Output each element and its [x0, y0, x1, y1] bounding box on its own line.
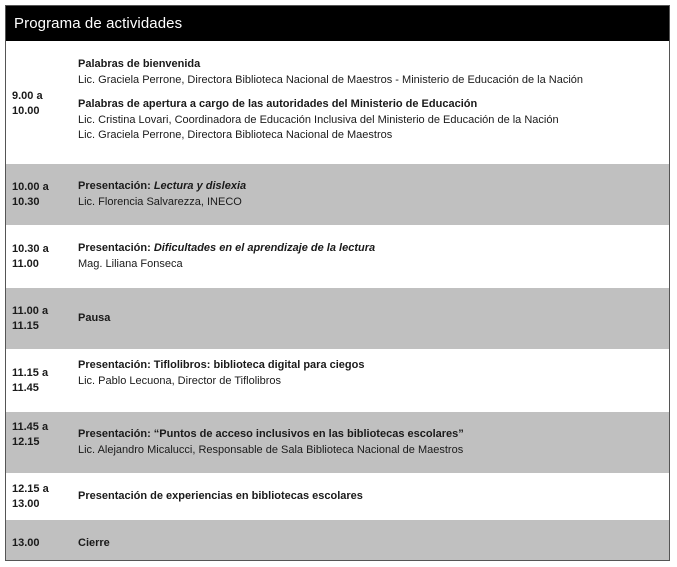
table-row — [6, 519, 669, 561]
activity-title — [78, 489, 663, 505]
activity-block — [78, 97, 663, 144]
time-line: 10.00 a — [12, 181, 49, 193]
table-row — [6, 473, 669, 519]
activity-title — [78, 536, 663, 552]
activity-title-italic: Lectura y dislexia — [153, 180, 247, 192]
activity-title — [78, 97, 663, 113]
speaker-line: Mag. Liliana Fonseca — [78, 257, 183, 270]
activity-title-text: Presentación: “Puntos de acceso inclusivos en las bibliotecas escolares” — [78, 428, 464, 440]
activity-title-text: Presentación: — [78, 180, 154, 192]
activity-title — [78, 179, 663, 195]
activity-title-text: Palabras de apertura a cargo de las autoridades del Ministerio de Educación — [78, 98, 478, 110]
speaker-line: Lic. Florencia Salvarezza, INECO — [78, 195, 242, 208]
activity-title-text: Presentación: Tiflolibros: biblioteca digital para ciegos — [78, 359, 365, 371]
time-slot — [12, 242, 72, 272]
speaker-line: Lic. Cristina Lovari, Coordinadora de Educación Inclusiva del Ministerio de Educación de la Nación — [78, 113, 559, 126]
time-line: 11.00 a — [12, 305, 49, 317]
time-line: 10.30 a — [12, 243, 49, 255]
activity-title — [78, 358, 663, 374]
activity-block — [78, 489, 663, 505]
activity-block — [78, 57, 663, 88]
activity-content — [78, 241, 663, 272]
activity-content — [78, 179, 663, 210]
activity-title-text: Palabras de bienvenida — [78, 58, 201, 70]
activity-title-text: Presentación: — [78, 242, 154, 254]
activity-title-text: Cierre — [78, 537, 110, 549]
table-row — [6, 287, 669, 349]
activity-title — [78, 57, 663, 73]
speaker-line: Lic. Graciela Perrone, Directora Biblioteca Nacional de Maestros — [78, 129, 393, 141]
time-line: 13.00 — [12, 537, 40, 549]
activity-content — [78, 427, 663, 458]
time-line: 11.45 a — [12, 421, 49, 433]
speaker-line: Lic. Alejandro Micalucci, Responsable de Sala Biblioteca Nacional de Maestros — [78, 443, 464, 456]
activity-block — [78, 311, 663, 327]
time-line: 11.15 a — [12, 367, 49, 379]
activity-content — [78, 358, 663, 389]
time-line: 11.15 — [12, 320, 39, 332]
program-table — [5, 5, 670, 561]
time-slot — [12, 180, 72, 210]
time-line: 9.00 a — [12, 90, 43, 102]
time-line: 12.15 — [12, 436, 40, 448]
activity-title-text: Pausa — [78, 312, 111, 324]
activity-block — [78, 179, 663, 210]
activity-title — [78, 427, 663, 443]
time-slot — [12, 536, 72, 551]
time-slot — [12, 420, 72, 450]
activity-content — [78, 536, 663, 552]
time-slot — [12, 366, 72, 396]
time-line: 11.45 — [12, 382, 39, 394]
table-row — [6, 349, 669, 411]
time-slot — [12, 304, 72, 334]
table-row — [6, 411, 669, 473]
table-row — [6, 163, 669, 225]
activity-content — [78, 57, 663, 144]
activity-block — [78, 427, 663, 458]
time-line: 10.30 — [12, 196, 40, 208]
time-line: 10.00 — [12, 105, 40, 117]
activity-title — [78, 241, 663, 257]
activity-title-text: Presentación de experiencias en bibliotecas escolares — [78, 490, 363, 502]
activity-title — [78, 311, 663, 327]
activity-title-italic: Dificultades en el aprendizaje de la lectura — [153, 242, 376, 254]
time-line: 11.00 — [12, 258, 39, 270]
activity-block — [78, 241, 663, 272]
time-slot — [12, 89, 72, 119]
table-row — [6, 41, 669, 163]
activity-content — [78, 489, 663, 505]
table-header: Programa de actividades — [6, 6, 669, 41]
schedule-rows — [6, 41, 669, 561]
table-row — [6, 225, 669, 287]
activity-block — [78, 536, 663, 552]
activity-content — [78, 311, 663, 327]
speaker-line: Lic. Graciela Perrone, Directora Biblioteca Nacional de Maestros - Ministerio de Educación de la Nación — [78, 73, 584, 86]
time-line: 13.00 — [12, 498, 40, 510]
activity-block — [78, 358, 663, 389]
time-slot — [12, 482, 72, 512]
time-line: 12.15 a — [12, 483, 49, 495]
speaker-line: Lic. Pablo Lecuona, Director de Tiflolibros — [78, 374, 281, 387]
